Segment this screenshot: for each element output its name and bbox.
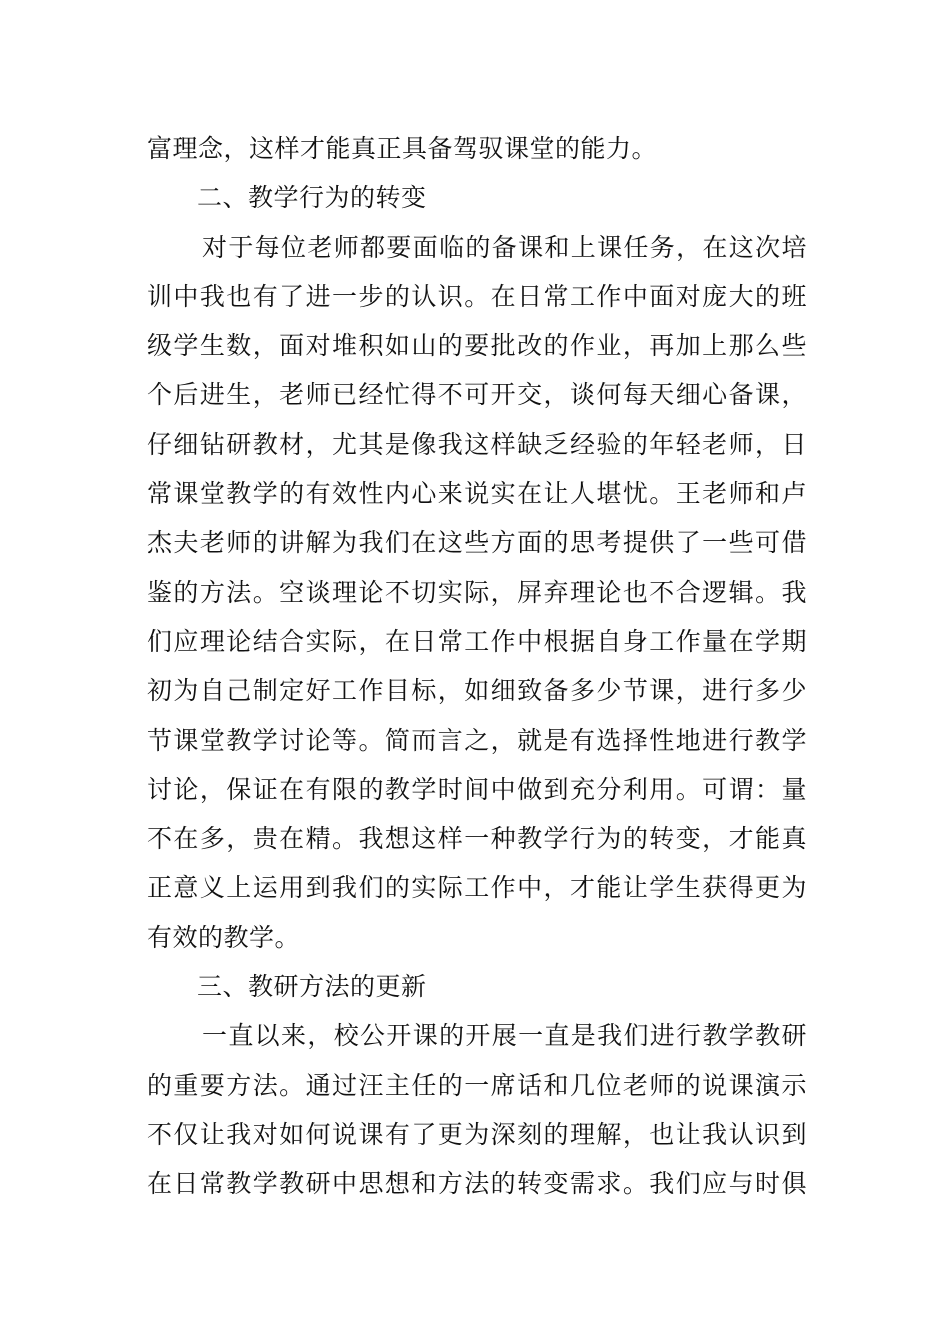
text-line: 常课堂教学的有效性内心来说实在让人堪忧。王老师和卢 <box>147 479 807 509</box>
text-line: 有效的教学。 <box>147 922 301 952</box>
text-line: 一直以来，校公开课的开展一直是我们进行教学教研 <box>202 1021 807 1051</box>
text-line: 初为自己制定好工作目标，如细致备多少节课，进行多少 <box>147 676 807 706</box>
text-line: 杰夫老师的讲解为我们在这些方面的思考提供了一些可借 <box>147 528 807 558</box>
section-heading: 二、教学行为的转变 <box>197 183 427 213</box>
text-line: 在日常教学教研中思想和方法的转变需求。我们应与时俱 <box>147 1169 807 1199</box>
section-heading: 三、教研方法的更新 <box>197 972 427 1002</box>
text-line: 讨论，保证在有限的教学时间中做到充分利用。可谓：量 <box>147 774 807 804</box>
text-line: 富理念，这样才能真正具备驾驭课堂的能力。 <box>147 134 658 163</box>
text-line: 们应理论结合实际，在日常工作中根据自身工作量在学期 <box>147 626 807 656</box>
text-line: 个后进生，老师已经忙得不可开交，谈何每天细心备课， <box>147 380 807 410</box>
text-line: 不仅让我对如何说课有了更为深刻的理解，也让我认识到 <box>147 1119 807 1149</box>
text-line: 节课堂教学讨论等。简而言之，就是有选择性地进行教学 <box>147 725 807 755</box>
text-line: 正意义上运用到我们的实际工作中，才能让学生获得更为 <box>147 873 807 903</box>
text-line: 对于每位老师都要面临的备课和上课任务，在这次培 <box>202 232 807 262</box>
text-line: 鉴的方法。空谈理论不切实际，屏弃理论也不合逻辑。我 <box>147 577 807 607</box>
text-line: 级学生数，面对堆积如山的要批改的作业，再加上那么些 <box>147 331 807 361</box>
text-line: 不在多，贵在精。我想这样一种教学行为的转变，才能真 <box>147 824 807 854</box>
text-line: 的重要方法。通过汪主任的一席话和几位老师的说课演示 <box>147 1070 807 1100</box>
text-line: 仔细钻研教材，尤其是像我这样缺乏经验的年轻老师，日 <box>147 429 807 459</box>
body-text <box>147 124 807 1209</box>
text-line: 训中我也有了进一步的认识。在日常工作中面对庞大的班 <box>147 281 807 311</box>
